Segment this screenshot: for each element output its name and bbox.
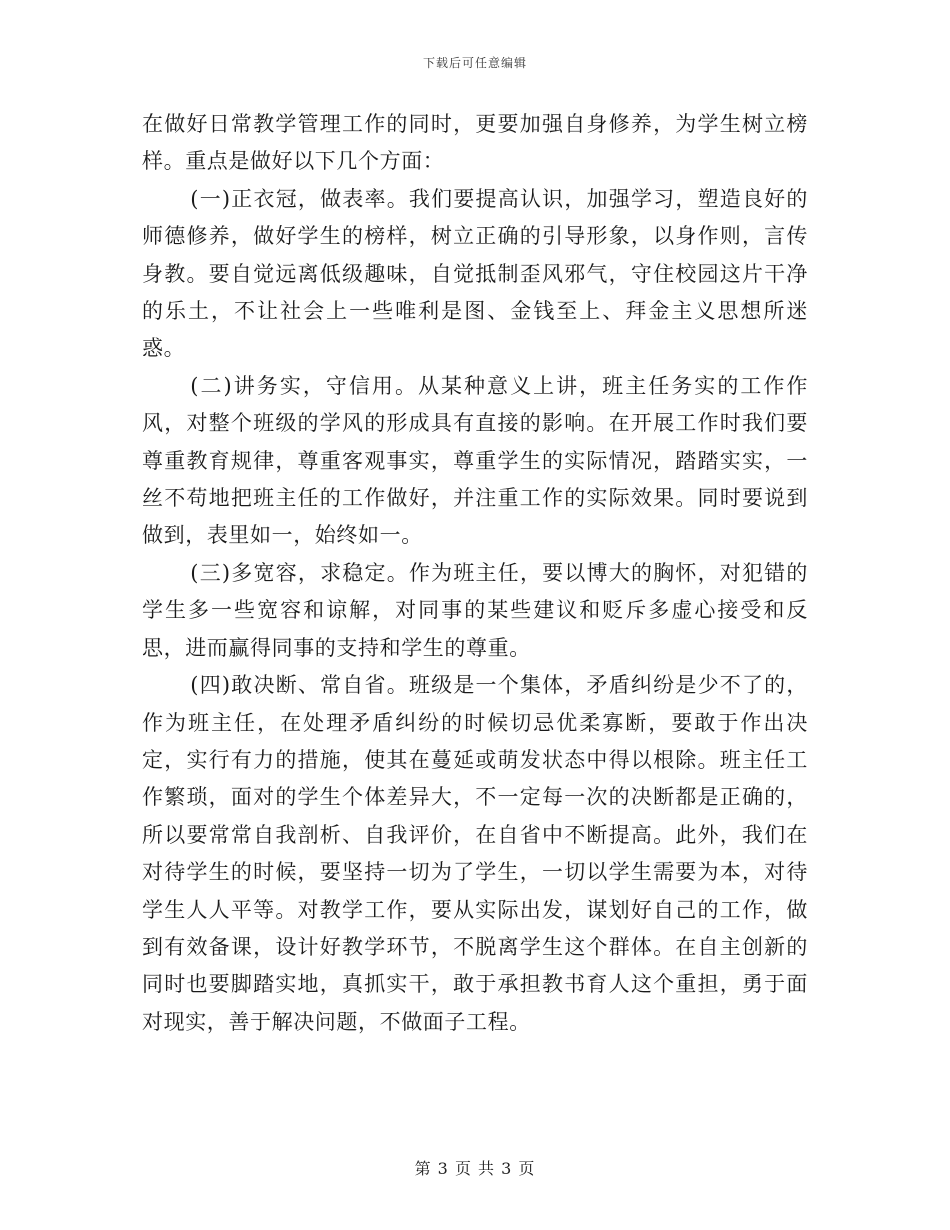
paragraph-section-3: (三)多宽容，求稳定。作为班主任，要以博大的胸怀，对犯错的学生多一些宽容和谅解，对同事的某些建议和贬斥多虚心接受和反思，进而赢得同事的支持和学生的尊重。: [142, 560, 808, 660]
page-number-footer: 第 3 页 共 3 页: [414, 1159, 536, 1178]
paragraph-section-2: (二)讲务实，守信用。从某种意义上讲，班主任务实的工作作风，对整个班级的学风的形成具有直接的影响。在开展工作时我们要尊重教育规律，尊重客观事实，尊重学生的实际情况，踏踏实实，一丝不苟地把班主任的工作做好，并注重工作的实际效果。同时要说到做到，表里如一，始终如一。: [142, 373, 808, 548]
page-header-note: 下载后可任意编辑: [422, 56, 527, 70]
document-body: [142, 106, 808, 1041]
paragraph-section-1: (一)正衣冠，做表率。我们要提高认识，加强学习，塑造良好的师德修养，做好学生的榜样，树立正确的引导形象，以身作则，言传身教。要自觉远离低级趣味，自觉抵制歪风邪气，守住校园这片干净的乐土，不让社会上一些唯利是图、金钱至上、拜金主义思想所迷惑。: [142, 186, 808, 361]
paragraph-intro: 在做好日常教学管理工作的同时，更要加强自身修养，为学生树立榜样。重点是做好以下几个方面：: [142, 112, 808, 174]
paragraph-section-4: (四)敢决断、常自省。班级是一个集体，矛盾纠纷是少不了的，作为班主任，在处理矛盾纠纷的时候切忌优柔寡断，要敢于作出决定，实行有力的措施，使其在蔓延或萌发状态中得以根除。班主任工作繁琐，面对的学生个体差异大，不一定每一次的决断都是正确的，所以要常常自我剖析、自我评价，在自省中不断提高。此外，我们在对待学生的时候，要坚持一切为了学生，一切以学生需要为本，对待学生人人平等。对教学工作，要从实际出发，谋划好自己的工作，做到有效备课，设计好教学环节，不脱离学生这个群体。在自主创新的同时也要脚踏实地，真抓实干，敢于承担教书育人这个重担，勇于面对现实，善于解决问题，不做面子工程。: [142, 673, 808, 1034]
